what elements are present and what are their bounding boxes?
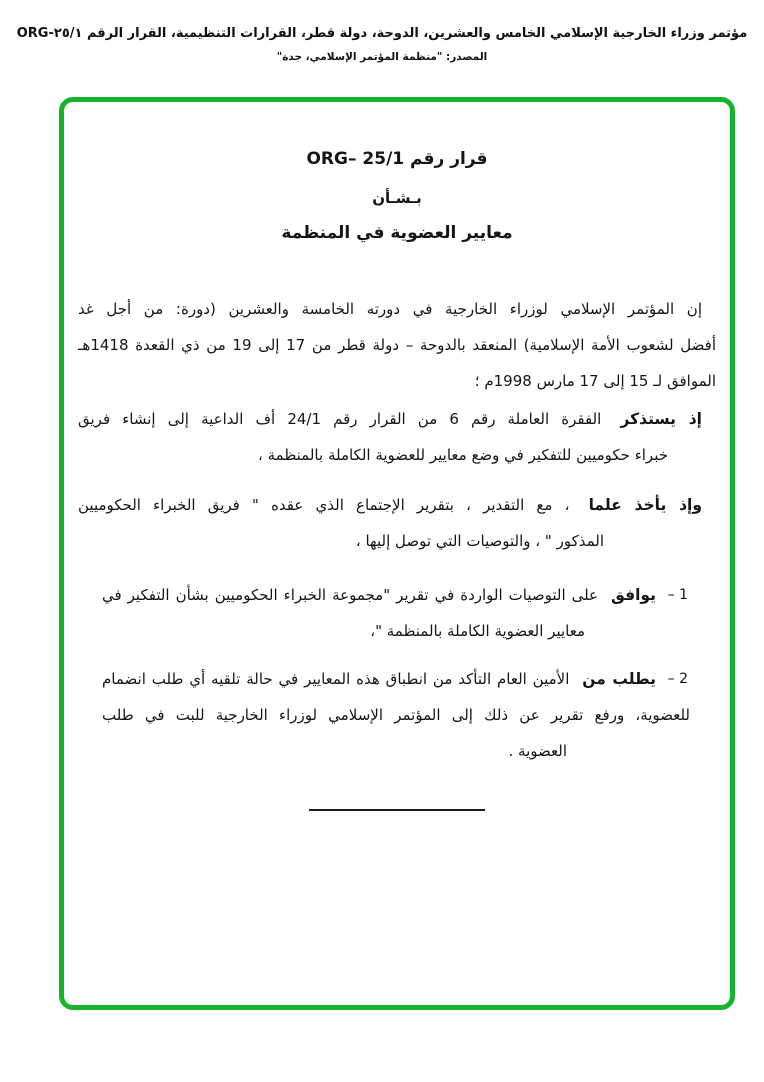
item-lead: يوافق <box>611 586 656 604</box>
signature-separator-line <box>309 809 485 811</box>
document-header <box>0 24 764 64</box>
item-number: 1 – <box>667 587 688 603</box>
item-number: 2 – <box>667 671 688 687</box>
paragraph-line <box>78 487 716 523</box>
preamble-paragraph <box>78 291 716 399</box>
paragraph-lead: وإذ يأخذ علما <box>588 496 702 514</box>
paragraph-line: الموافق لـ 15 إلى 17 مارس 1998م ؛ <box>474 372 716 390</box>
resolution-subject: معايير العضوية في المنظمة <box>281 223 513 243</box>
resolution-subtitle: بـشـأن <box>372 189 422 207</box>
paragraph-text: ، مع التقدير ، بتقرير الإجتماع الذي عقده " فريق الخبراء الحكوميين <box>78 496 570 514</box>
item-text: الأمين العام التأكد من انطباق هذه المعايير في حالة تلقيه أي طلب انضمام <box>102 670 570 688</box>
taking-note-paragraph <box>78 487 716 559</box>
paragraph-line: إن المؤتمر الإسلامي لوزراء الخارجية في دورته الخامسة والعشرين (دورة: من أجل غد <box>78 300 702 318</box>
paragraph-text: الفقرة العاملة رقم 6 من القرار رقم 24/1 أف الداعية إلى إنشاء فريق <box>78 410 602 428</box>
document-frame <box>59 97 735 1010</box>
header-source-line: المصدر: "منظمة المؤتمر الإسلامي، جدة" <box>276 51 488 63</box>
item-line <box>102 661 690 697</box>
paragraph-line: المذكور " ، والتوصيات التي توصل إليها ، <box>355 532 604 550</box>
recalling-paragraph <box>78 401 716 473</box>
paragraph-lead: إذ يستذكر <box>620 410 702 428</box>
paragraph-line: خبراء حكوميين للتفكير في وضع معايير للعضوية الكاملة بالمنظمة ، <box>258 446 668 464</box>
operative-item-1 <box>78 577 716 649</box>
header-citation-line: مؤتمر وزراء الخارجية الإسلامي الخامس والعشرين، الدوحة، دولة قطر، القرارات التنظيمية، القرار الرقم ٢٥/١-ORG <box>16 26 748 41</box>
item-line: العضوية . <box>508 742 567 760</box>
item-line: معايير العضوية الكاملة بالمنظمة "، <box>370 622 585 640</box>
item-line <box>102 577 690 613</box>
resolution-title: قرار رقم 25/1 –ORG <box>306 149 488 169</box>
operative-item-2 <box>78 661 716 769</box>
item-text: على التوصيات الواردة في تقرير "مجموعة الخبراء الحكوميين بشأن التفكير في <box>102 586 599 604</box>
item-lead: يطلب من <box>582 670 656 688</box>
paragraph-line <box>78 401 716 437</box>
item-line: للعضوية، ورفع تقرير عن ذلك إلى المؤتمر الإسلامي لوزراء الخارجية للبت في طلب <box>102 706 690 724</box>
paragraph-line: أفضل لشعوب الأمة الإسلامية) المنعقد بالدوحة – دولة قطر من 17 إلى 19 من ذي القعدة 1418هـ <box>78 336 716 354</box>
